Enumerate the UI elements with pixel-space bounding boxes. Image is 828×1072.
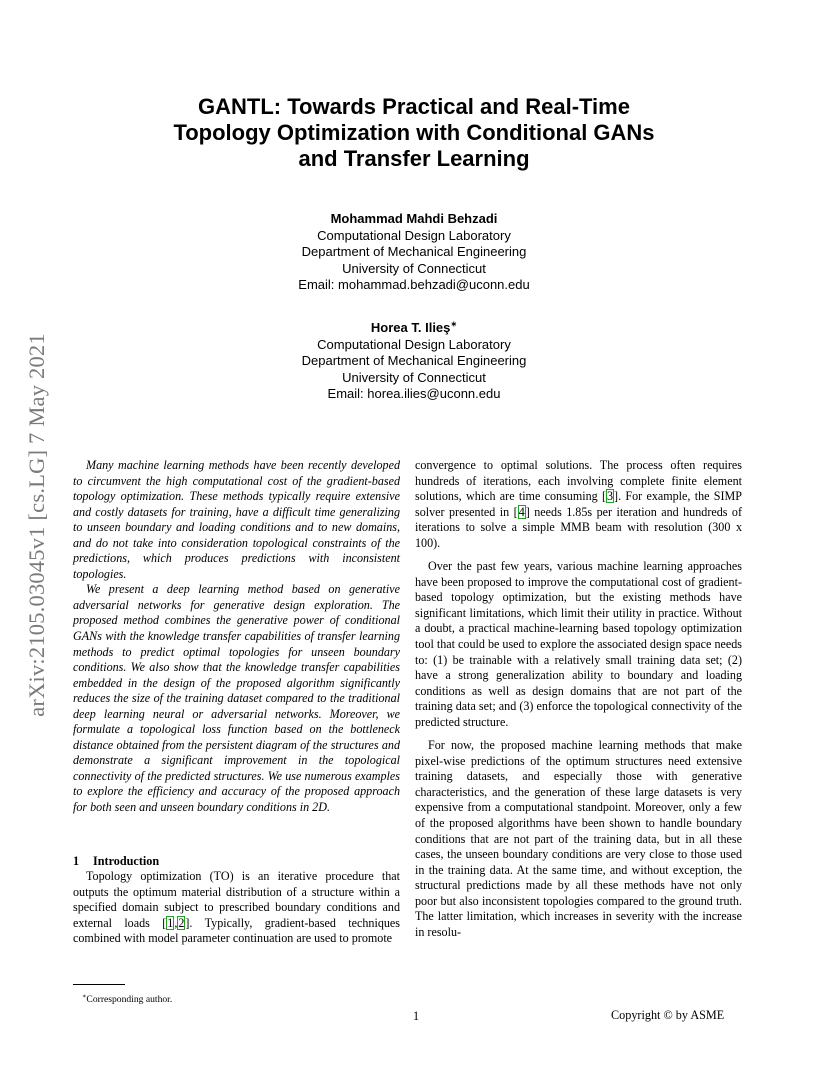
section-title: Introduction xyxy=(93,853,160,868)
section-number: 1 xyxy=(73,853,80,868)
author-block-2 xyxy=(0,320,828,403)
author-email: Email: horea.ilies@uconn.edu xyxy=(327,386,501,402)
corresponding-mark: ∗ xyxy=(450,319,458,329)
title-line-1: GANTL: Towards Practical and Real-Time xyxy=(198,94,630,119)
citation-link-4[interactable]: 4 xyxy=(518,504,525,519)
author-lab: Computational Design Laboratory xyxy=(317,227,511,243)
intro-paragraph-1: Topology optimization (TO) is an iterative procedure that outputs the optimum material distribution of a structure within a specified domain subject to prescribed boundary conditions and external loads [1,2]. Typically, gradient-based techniques combined with model parameter continuation are used to promote xyxy=(73,869,400,946)
footnote-text: Corresponding author. xyxy=(86,994,173,1005)
author-email: Email: mohammad.behzadi@uconn.edu xyxy=(298,277,530,293)
intro-paragraph-3: For now, the proposed machine learning methods that make pixel-wise predictions of the optimum structures need extensive training datasets, and especially those with generative characteristics, and the generation of these large datasets is very expensive from a computational standpoint. Moreover, only a few of the proposed algorithms have been shown to handle boundary conditions that are not part of the training data, but in all these cases, the unseen boundary conditions are very close to those used in the training data. At the same time, and without exception, the structural predictions made by all these methods have not only poor but also inconsistent topologies compared to the ground truth. The latter limitation, which increases in severity with the increase in resolu- xyxy=(415,738,742,939)
citation-link-2[interactable]: 2 xyxy=(178,915,185,930)
intro-paragraph-2: Over the past few years, various machine learning approaches have been proposed to improve the computational cost of gradient-based topology optimization, but the existing methods have significant limitations, which limit their utility in practice. Without a doubt, a practical machine-learning based topology optimization tool that could be used to explore the associated design space needs to: (1) be trainable with a relatively small training data set; (2) have a strong generalization ability to boundary and loading conditions as well as design domains that are not part of the training data set; and (3) enforce the topological connectivity of the predicted structure. xyxy=(415,559,742,729)
page-number: 1 xyxy=(413,1009,420,1023)
title-line-3: and Transfer Learning xyxy=(298,146,530,171)
citation-link-1[interactable]: 1 xyxy=(167,915,174,930)
author-name: Horea T. Ilieş∗ xyxy=(370,319,458,335)
author-name: Mohammad Mahdi Behzadi xyxy=(330,211,498,226)
footnote-rule xyxy=(73,984,125,985)
author-university: University of Connecticut xyxy=(342,369,486,385)
paper-title xyxy=(0,94,828,172)
left-column xyxy=(73,458,400,947)
author-university: University of Connecticut xyxy=(342,260,486,276)
footnote-mark: ∗ xyxy=(82,992,87,1000)
author-lab: Computational Design Laboratory xyxy=(317,336,511,352)
author-department: Department of Mechanical Engineering xyxy=(301,244,527,260)
intro-paragraph-1-continued: convergence to optimal solutions. The process often requires hundreds of iterations, each involving complete finite element solutions, which are time consuming [3]. For example, the SIMP solver presented in [4] needs 1.85s per iteration and hundreds of iterations to solve a simple MMB beam with resolution (300 x 100). xyxy=(415,458,742,550)
abstract-paragraph-1: Many machine learning methods have been recently developed to circumvent the high computational cost of the gradient-based topology optimization. These methods typically require extensive and costly datasets for training, have a difficult time generalizing to unseen boundary and loading conditions and to new domains, and do not take into consideration topological constraints of the predictions, which produces predictions with inconsistent topologies. xyxy=(73,458,400,581)
title-line-2: Topology Optimization with Conditional GANs xyxy=(173,120,655,145)
abstract-paragraph-2: We present a deep learning method based on generative adversarial networks for generative design exploration. The proposed method combines the generative power of conditional GANs with the knowledge transfer capabilities of transfer learning methods to predict optimal topologies for unseen boundary conditions. We also show that the knowledge transfer capabilities embedded in the design of the proposed algorithm significantly reduces the size of the training dataset compared to the traditional deep learning neural or adversarial networks. Moreover, we formulate a topological loss function based on the bottleneck distance obtained from the persistent diagram of the structures and demonstrate a significant improvement in the topological connectivity of the predicted structures. We use numerous examples to explore the efficiency and accuracy of the proposed approach for both seen and unseen boundary conditions in 2D. xyxy=(73,582,400,815)
right-column xyxy=(415,458,742,940)
section-heading xyxy=(73,854,400,870)
arxiv-identifier-text: arXiv:2105.03045v1 [cs.LG] 7 May 2021 xyxy=(24,333,49,717)
author-department: Department of Mechanical Engineering xyxy=(301,353,527,369)
footnote xyxy=(82,994,172,1006)
author-block-1 xyxy=(0,211,828,294)
abstract xyxy=(73,458,400,816)
copyright-notice: Copyright © by ASME xyxy=(611,1008,725,1022)
citation-link-3[interactable]: 3 xyxy=(607,489,614,504)
